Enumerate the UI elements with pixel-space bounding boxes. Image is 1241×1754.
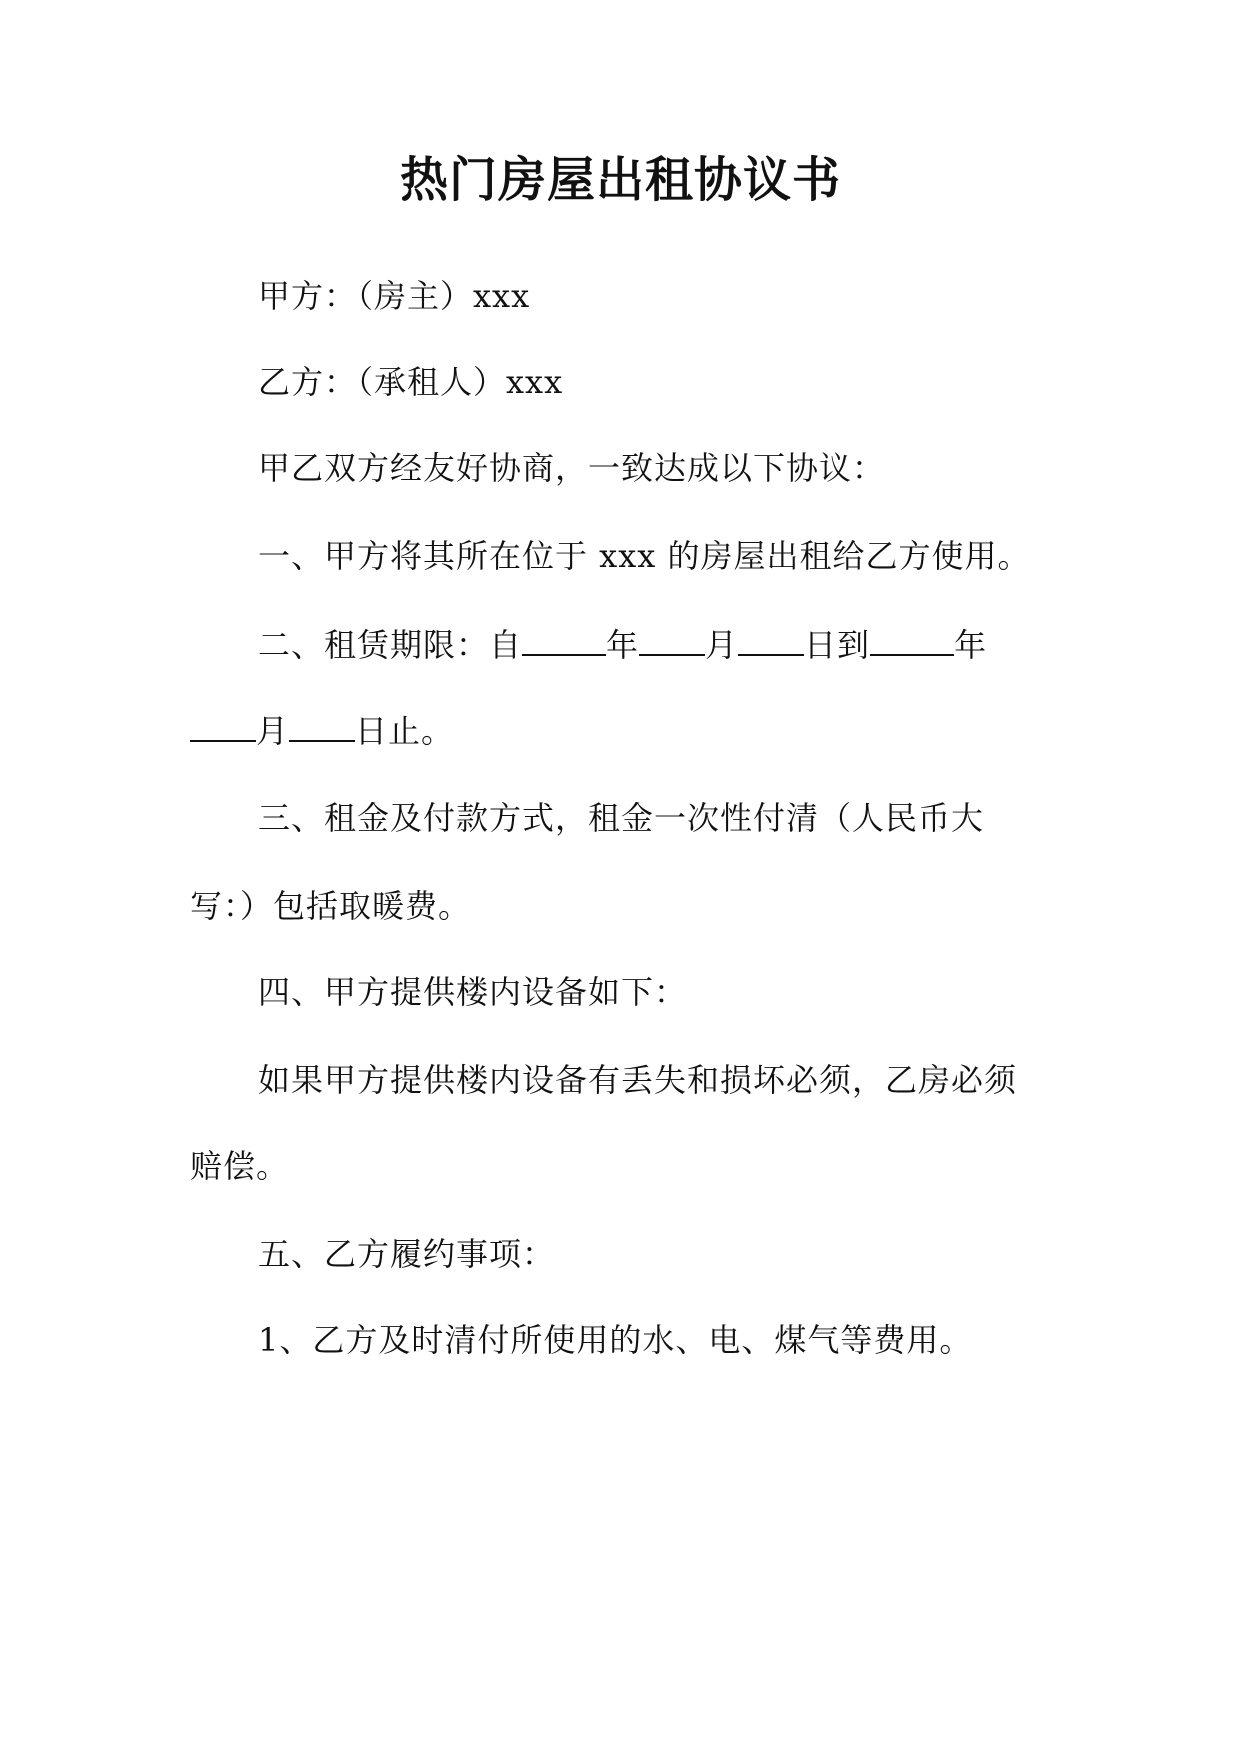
clause-3-line-1: 三、租金及付款方式，租金一次性付清（人民币大: [258, 799, 985, 837]
clause-4-note-line-1: 如果甲方提供楼内设备有丢失和损坏必须，乙房必须: [258, 1061, 1018, 1099]
clause-1: 一、甲方将其所在位于 xxx 的房屋出租给乙方使用。: [258, 537, 1031, 575]
party-a-line: 甲方：（房主）xxx: [258, 277, 531, 315]
clause-2-line-1: [258, 624, 987, 665]
start-year-label: 年: [606, 626, 640, 664]
start-month-blank: [639, 624, 705, 656]
end-day-blank: [289, 710, 355, 742]
party-b-line: 乙方：（承租人）xxx: [258, 363, 564, 401]
clause-5: 五、乙方履约事项：: [258, 1235, 556, 1273]
clause-5-item-1: 1、乙方及时清付所使用的水、电、煤气等费用。: [258, 1321, 973, 1359]
start-month-label: 月: [705, 626, 739, 664]
clause-2-line-2: [190, 710, 454, 751]
end-month-label: 月: [256, 712, 290, 750]
end-year-blank: [870, 624, 954, 656]
start-day-blank: [738, 624, 804, 656]
end-year-label: 年: [954, 626, 988, 664]
end-month-blank: [190, 710, 256, 742]
clause-4-note-line-2: 赔偿。: [190, 1147, 290, 1185]
start-day-to-label: 日到: [804, 626, 871, 664]
document-title: 热门房屋出租协议书: [399, 152, 841, 208]
clause-3-line-2: 写：）包括取暖费。: [190, 887, 472, 925]
start-year-blank: [522, 624, 606, 656]
clause-2-prefix: 二、租赁期限：自: [258, 626, 523, 664]
intro-line: 甲乙双方经友好协商，一致达成以下协议：: [258, 449, 886, 487]
end-day-label: 日止。: [355, 712, 455, 750]
clause-4: 四、甲方提供楼内设备如下：: [258, 973, 688, 1011]
